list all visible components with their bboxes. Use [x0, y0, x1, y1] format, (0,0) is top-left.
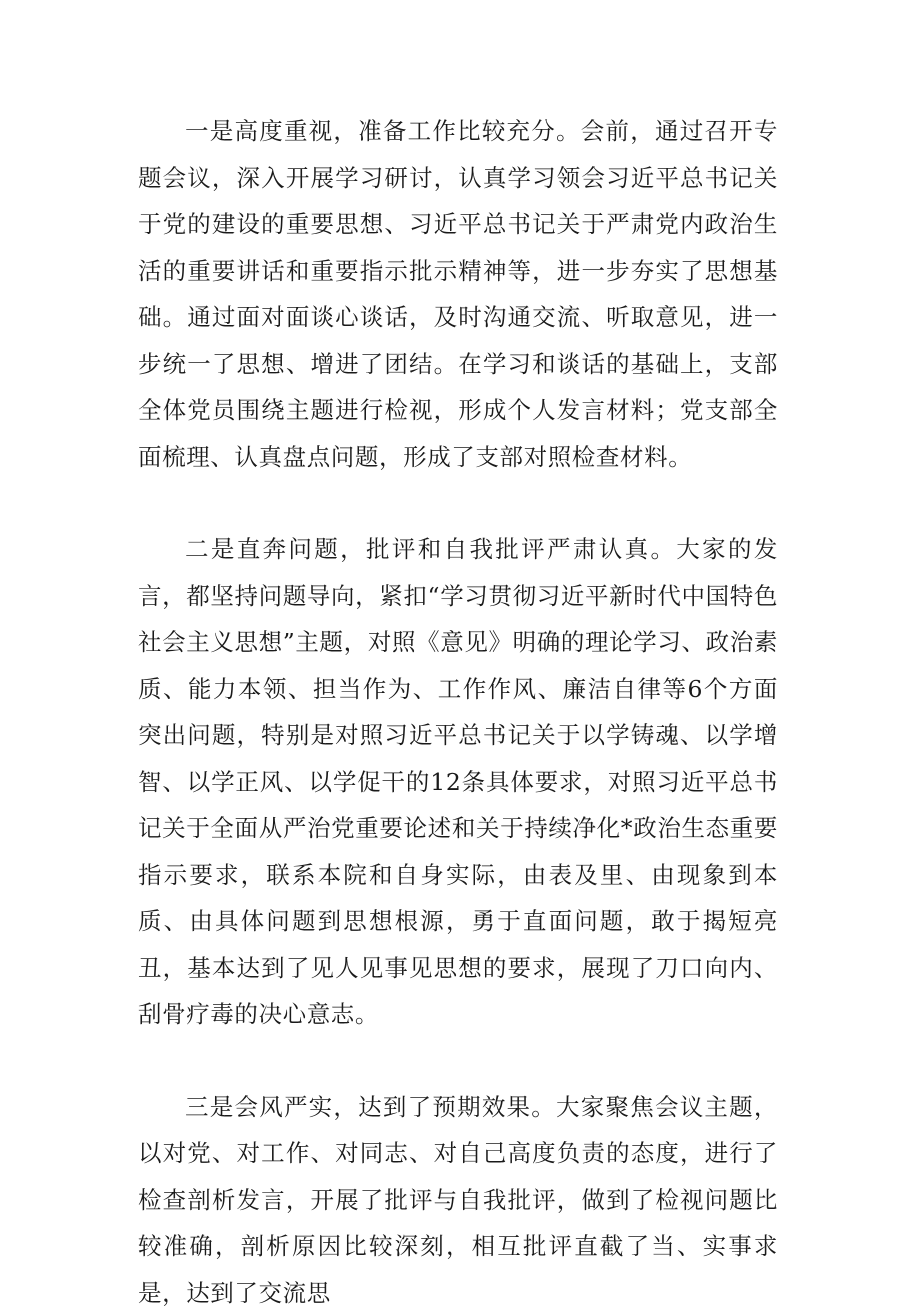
paragraph-1: 一是高度重视，准备工作比较充分。会前，通过召开专题会议，深入开展学习研讨，认真学习领会习近平总书记关于党的建设的重要思想、习近平总书记关于严肃党内政治生活的重要讲话和重要指示批示精神等，进一步夯实了思想基础。通过面对面谈心谈话，及时沟通交流、听取意见，进一步统一了思想、增进了团结。在学习和谈话的基础上，支部全体党员围绕主题进行检视，形成个人发言材料；党支部全面梳理、认真盘点问题，形成了支部对照检查材料。: [138, 108, 778, 480]
paragraph-2: 二是直奔问题，批评和自我批评严肃认真。大家的发言，都坚持问题导向，紧扣“学习贯彻习近平新时代中国特色社会主义思想”主题，对照《意见》明确的理论学习、政治素质、能力本领、担当作为、工作作风、廉洁自律等6个方面突出问题，特别是对照习近平总书记关于以学铸魂、以学增智、以学正风、以学促干的12条具体要求，对照习近平总书记关于全面从严治党重要论述和关于持续净化*政治生态重要指示要求，联系本院和自身实际，由表及里、由现象到本质、由具体问题到思想根源，勇于直面问题，敢于揭短亮丑，基本达到了见人见事见思想的要求，展现了刀口向内、刮骨疗毒的决心意志。: [138, 526, 778, 1038]
paragraph-3: 三是会风严实，达到了预期效果。大家聚焦会议主题，以对党、对工作、对同志、对自己高度负责的态度，进行了检查剖析发言，开展了批评与自我批评，做到了检视问题比较准确，剖析原因比较深刻，相互批评直截了当、实事求是，达到了交流思: [138, 1084, 778, 1316]
document-body: [138, 108, 778, 1316]
